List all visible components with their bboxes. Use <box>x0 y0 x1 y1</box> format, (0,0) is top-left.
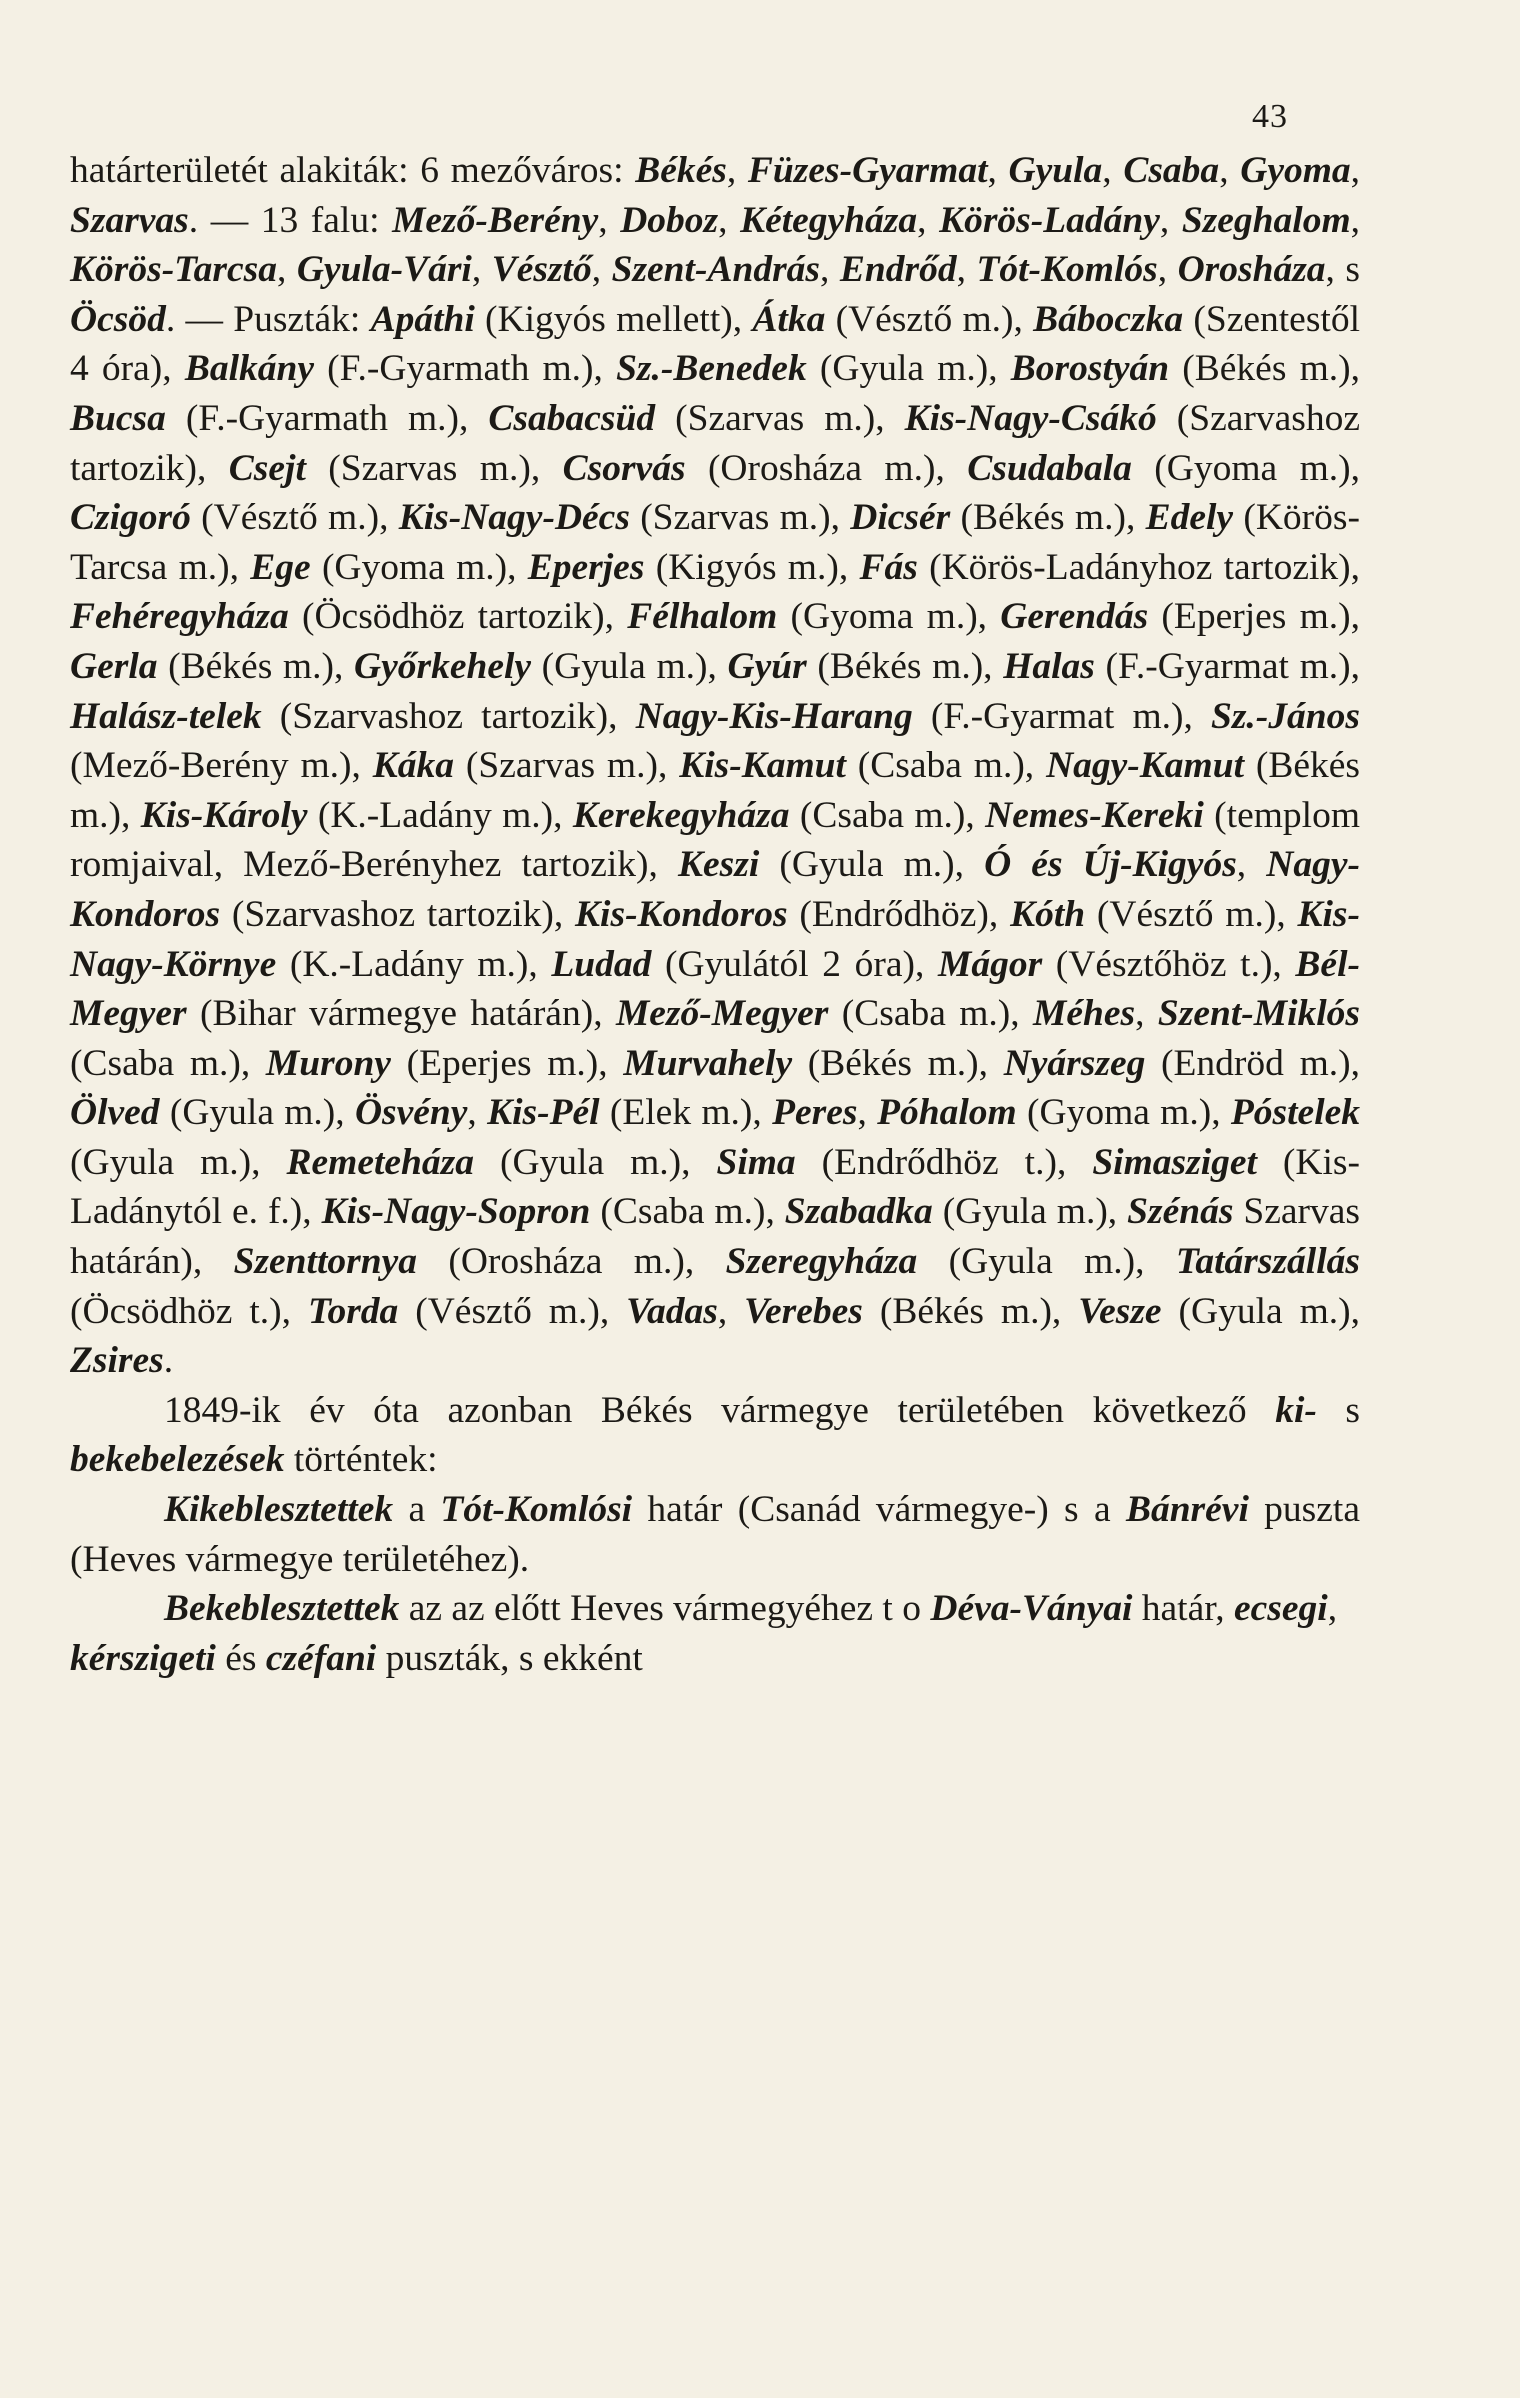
body-text <box>70 146 1360 1683</box>
paragraph-removed: Kikeblesztettek a Tót-Komlósi határ (Csanád vármegye-) s a Bánrévi puszta (Heves vármegye területéhez). <box>70 1489 1360 1580</box>
paragraph-added: Bekeblesztettek az az előtt Heves vármegyéhez t o Déva-Ványai határ, ecsegi, kérszigeti és czéfani puszták, s ekként <box>70 1588 1338 1679</box>
paragraph-territory-list: határterületét alakiták: 6 mezőváros: Békés, Füzes-Gyarmat, Gyula, Csaba, Gyoma, Szarvas. — 13 falu: Mező-Berény, Doboz, Kétegyháza, Körös-Ladány, Szeghalom, Körös-Tarcsa, Gyula-Vári, Vésztő, Szent-András, Endrőd, Tót-Komlós, Orosháza, s Öcsöd. — Puszták: Apáthi (Kigyós mellett), Átka (Vésztő m.), Báboczka (Szentestől 4 óra), Balkány (F.-Gyarmath m.), Sz.-Benedek (Gyula m.), Borostyán (Békés m.), Bucsa (F.-Gyarmath m.), Csabacsüd (Szarvas m.), Kis-Nagy-Csákó (Szarvashoz tartozik), Csejt (Szarvas m.), Csorvás (Orosháza m.), Csudabala (Gyoma m.), Czigoró (Vésztő m.), Kis-Nagy-Décs (Szarvas m.), Dicsér (Békés m.), Edely (Körös-Tarcsa m.), Ege (Gyoma m.), Eperjes (Kigyós m.), Fás (Körös-Ladányhoz tartozik), Fehéregyháza (Öcsödhöz tartozik), Félhalom (Gyoma m.), Gerendás (Eperjes m.), Gerla (Békés m.), Győrkehely (Gyula m.), Gyúr (Békés m.), Halas (F.-Gyarmat m.), Halász-telek (Szarvashoz tartozik), Nagy-Kis-Harang (F.-Gyarmat m.), Sz.-János (Mező-Berény m.), Káka (Szarvas m.), Kis-Kamut (Csaba m.), Nagy-Kamut (Békés m.), Kis-Károly (K.-Ladány m.), Kerekegyháza (Csaba m.), Nemes-Kereki (templom romjaival, Mező-Berényhez tartozik), Keszi (Gyula m.), Ó és Új-Kigyós, Nagy-Kondoros (Szarvashoz tartozik), Kis-Kondoros (Endrődhöz), Kóth (Vésztő m.), Kis-Nagy-Környe (K.-Ladány m.), Ludad (Gyulától 2 óra), Mágor (Vésztőhöz t.), Bél-Megyer (Bihar vármegye határán), Mező-Megyer (Csaba m.), Méhes, Szent-Miklós (Csaba m.), Murony (Eperjes m.), Murvahely (Békés m.), Nyárszeg (Endröd m.), Ölved (Gyula m.), Ösvény, Kis-Pél (Elek m.), Peres, Póhalom (Gyoma m.), Póstelek (Gyula m.), Remeteháza (Gyula m.), Sima (Endrődhöz t.), Simasziget (Kis-Ladánytól e. f.), Kis-Nagy-Sopron (Csaba m.), Szabadka (Gyula m.), Szénás Szarvas határán), Szenttornya (Orosháza m.), Szeregyháza (Gyula m.), Tatárszállás (Öcsödhöz t.), Torda (Vésztő m.), Vadas, Verebes (Békés m.), Vesze (Gyula m.), Zsires. <box>70 150 1361 1382</box>
paragraph-changes-intro: 1849-ik év óta azonban Békés vármegye területében következő ki- s bekebelezések történtek: <box>70 1389 1360 1481</box>
page-number: 43 <box>1252 98 1288 135</box>
